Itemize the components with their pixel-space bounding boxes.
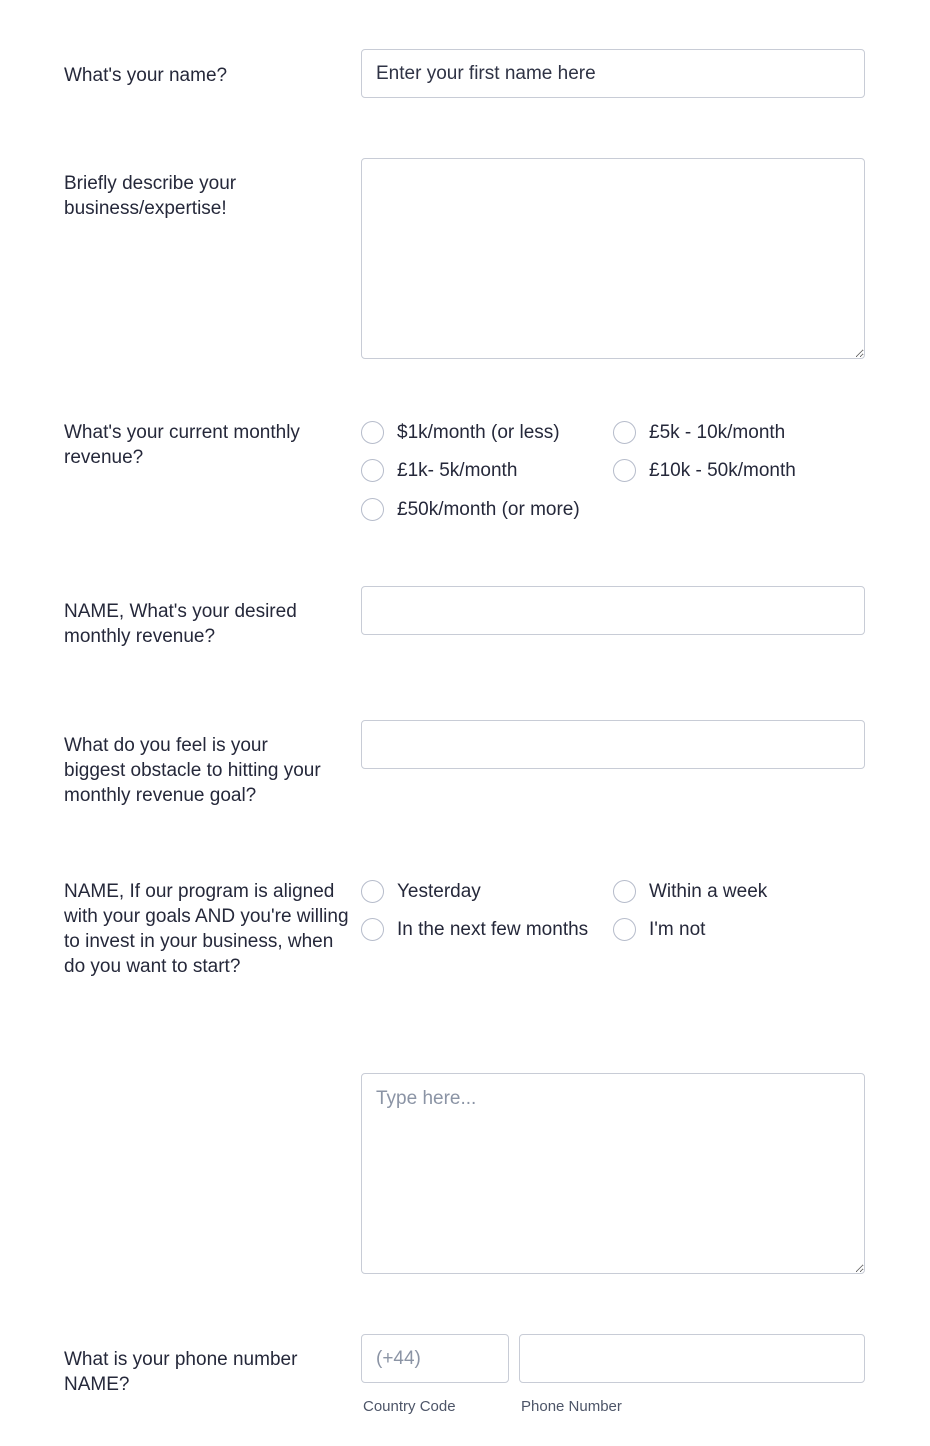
radio-start-months[interactable] (361, 918, 588, 941)
radio-circle-icon (361, 918, 384, 941)
radio-revenue-1k[interactable] (361, 421, 560, 444)
phone-number-input[interactable] (519, 1334, 865, 1383)
radio-circle-icon (361, 421, 384, 444)
radio-start-not[interactable] (613, 918, 705, 941)
radio-revenue-50k[interactable] (361, 498, 580, 521)
revenue-label: What's your current monthly revenue? (64, 422, 300, 468)
radio-start-yesterday[interactable] (361, 880, 481, 903)
first-name-input[interactable] (361, 49, 865, 98)
option-label: £50k/month (or more) (397, 498, 580, 520)
option-label: I'm not (649, 918, 706, 940)
radio-start-week[interactable] (613, 880, 767, 903)
radio-circle-icon (613, 880, 636, 903)
radio-revenue-5k-10k[interactable] (613, 421, 785, 444)
option-label: £5k - 10k/month (649, 421, 786, 443)
name-label: What's your name? (64, 65, 228, 86)
option-label: $1k/month (or less) (397, 421, 560, 443)
radio-revenue-10k-50k[interactable] (613, 459, 796, 482)
country-code-input[interactable] (361, 1334, 509, 1383)
country-code-label: Country Code (363, 1398, 456, 1415)
radio-circle-icon (613, 421, 636, 444)
radio-circle-icon (361, 498, 384, 521)
option-label: In the next few months (397, 918, 589, 940)
phone-number-label: Phone Number (521, 1398, 622, 1415)
phone-label: What is your phone number NAME? (64, 1349, 298, 1395)
extra-textarea[interactable] (361, 1073, 865, 1274)
desired-revenue-input[interactable] (361, 586, 865, 635)
radio-circle-icon (613, 918, 636, 941)
option-label: Yesterday (397, 880, 481, 902)
obstacle-input[interactable] (361, 720, 865, 769)
option-label: £1k- 5k/month (397, 459, 518, 481)
radio-revenue-1k-5k[interactable] (361, 459, 517, 482)
business-textarea[interactable] (361, 158, 865, 359)
option-label: £10k - 50k/month (649, 459, 796, 481)
option-label: Within a week (649, 880, 768, 902)
start-label: NAME, If our program is aligned with your goals AND you're willing to invest in your business, when do you want to start? (64, 881, 349, 977)
business-label: Briefly describe your business/expertise! (64, 173, 237, 219)
radio-circle-icon (613, 459, 636, 482)
radio-circle-icon (361, 459, 384, 482)
radio-circle-icon (361, 880, 384, 903)
desired-revenue-label: NAME, What's your desired monthly revenue? (64, 601, 297, 647)
obstacle-label: What do you feel is your biggest obstacle to hitting your monthly revenue goal? (64, 735, 321, 806)
